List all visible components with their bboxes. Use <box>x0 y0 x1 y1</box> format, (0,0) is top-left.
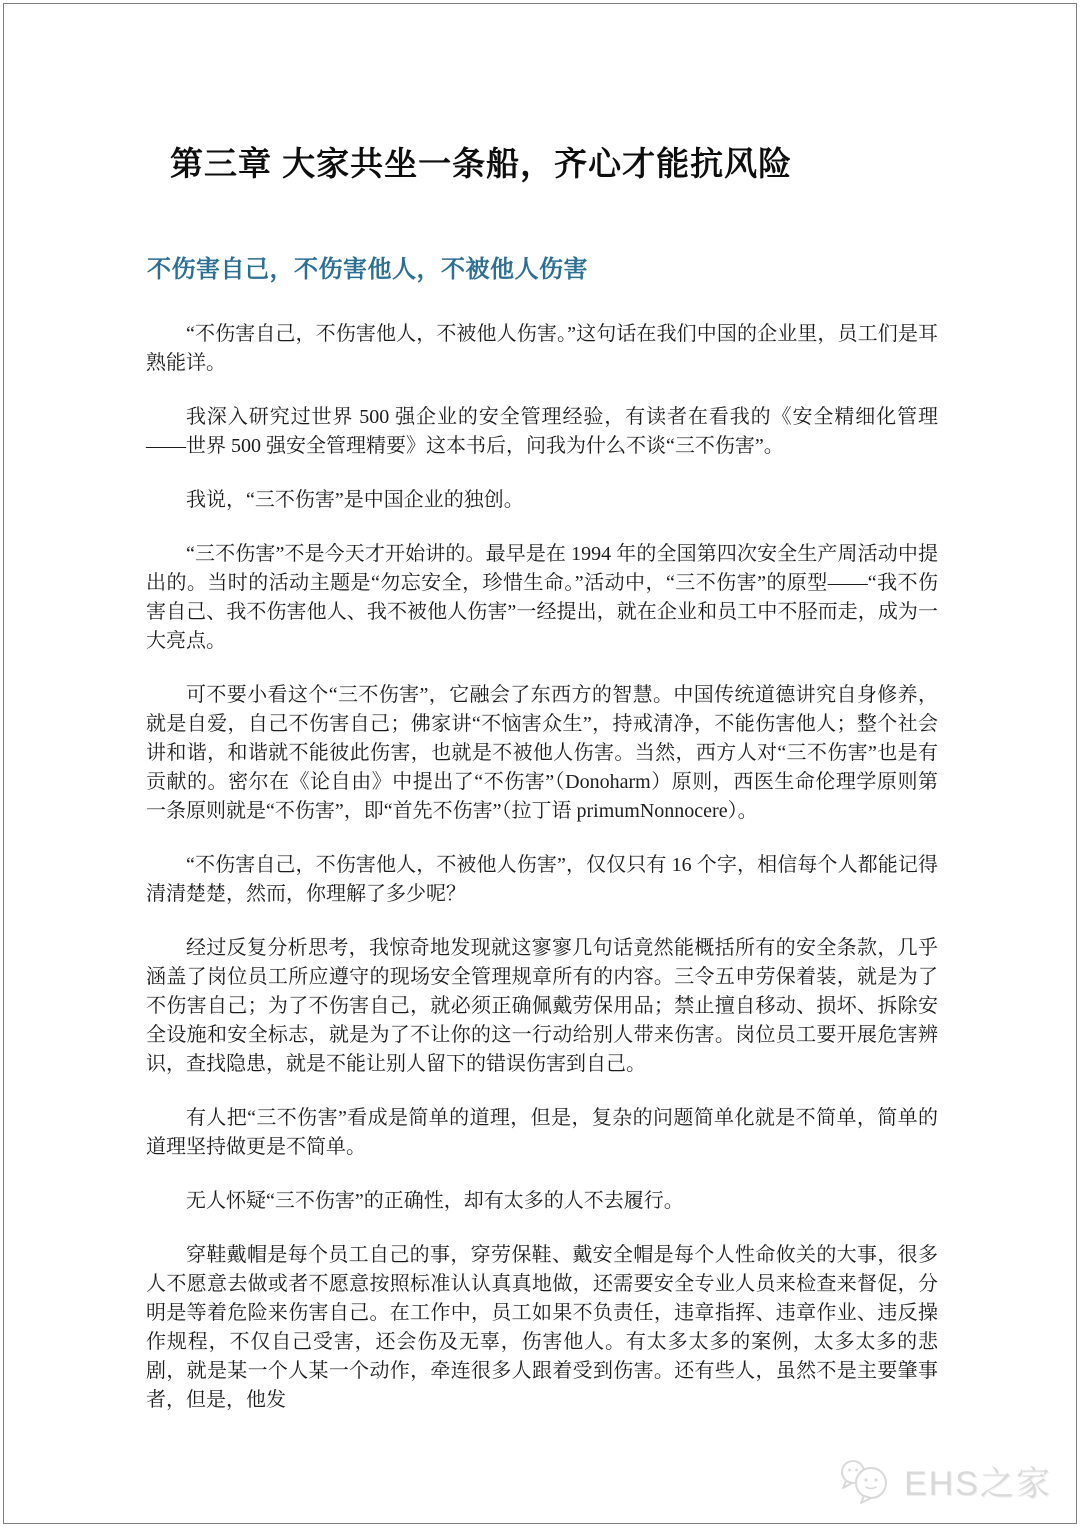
watermark <box>838 1456 1052 1505</box>
paragraph: 无人怀疑“三不伤害”的正确性，却有太多的人不去履行。 <box>186 1190 684 1212</box>
watermark-text: EHS之家 <box>904 1465 1052 1503</box>
section-heading: 不伤害自己，不伤害他人，不被他人伤害 <box>147 256 588 283</box>
paragraph: 我说，“三不伤害”是中国企业的独创。 <box>186 489 524 511</box>
paragraph: 穿鞋戴帽是每个员工自己的事，穿劳保鞋、戴安全帽是每个人性命攸关的大事，很多人不愿意去做或者不愿意按照标准认认真真地做，还需要安全专业人员来检查来督促，分明是等着危险来伤害自己。在工作中，员工如果不负责任，违章指挥、违章作业、违反操作规程，不仅自己受害，还会伤及无辜，伤害他人。有太多太多的案例，太多太多的悲剧，就是某一个人某一个动作，牵连很多人跟着受到伤害。还有些人，虽然不是主要肇事者，但是，他发 <box>146 1244 938 1411</box>
body-text <box>146 320 938 1440</box>
paragraph: “不伤害自己，不伤害他人，不被他人伤害”，仅仅只有 16 个字，相信每个人都能记得清清楚楚，然而，你理解了多少呢？ <box>146 854 938 905</box>
paragraph: “三不伤害”不是今天才开始讲的。最早是在 1994 年的全国第四次安全生产周活动中提出的。当时的活动主题是“勿忘安全，珍惜生命。”活动中，“三不伤害”的原型——“我不伤害自己、我不伤害他人、我不被他人伤害”一经提出，就在企业和员工中不胫而走，成为一大亮点。 <box>146 543 938 652</box>
chapter-title: 第三章 大家共坐一条船，齐心才能抗风险 <box>170 145 793 182</box>
paragraph: 我深入研究过世界 500 强企业的安全管理经验，有读者在看我的《安全精细化管理——世界 500 强安全管理精要》这本书后，问我为什么不谈“三不伤害”。 <box>146 406 938 457</box>
paragraph: 可不要小看这个“三不伤害”，它融会了东西方的智慧。中国传统道德讲究自身修养，就是自爱，自己不伤害自己；佛家讲“不恼害众生”，持戒清净，不能伤害他人；整个社会讲和谐，和谐就不能彼此伤害，也就是不被他人伤害。当然，西方人对“三不伤害”也是有贡献的。密尔在《论自由》中提出了“不伤害”（Donoharm）原则，西医生命伦理学原则第一条原则就是“不伤害”，即“首先不伤害”（拉丁语 primumNonnocere）。 <box>146 684 938 822</box>
paragraph: 有人把“三不伤害”看成是简单的道理，但是，复杂的问题简单化就是不简单，简单的道理坚持做更是不简单。 <box>146 1107 938 1158</box>
paragraph: “不伤害自己，不伤害他人，不被他人伤害。”这句话在我们中国的企业里，员工们是耳熟能详。 <box>146 323 938 374</box>
chat-bubbles-icon <box>838 1457 896 1505</box>
paragraph: 经过反复分析思考，我惊奇地发现就这寥寥几句话竟然能概括所有的安全条款，几乎涵盖了岗位员工所应遵守的现场安全管理规章所有的内容。三令五申劳保着装，就是为了不伤害自己；为了不伤害自己，就必须正确佩戴劳保用品；禁止擅自移动、损坏、拆除安全设施和安全标志，就是为了不让你的这一行动给别人带来伤害。岗位员工要开展危害辨识，查找隐患，就是不能让别人留下的错误伤害到自己。 <box>146 937 938 1075</box>
